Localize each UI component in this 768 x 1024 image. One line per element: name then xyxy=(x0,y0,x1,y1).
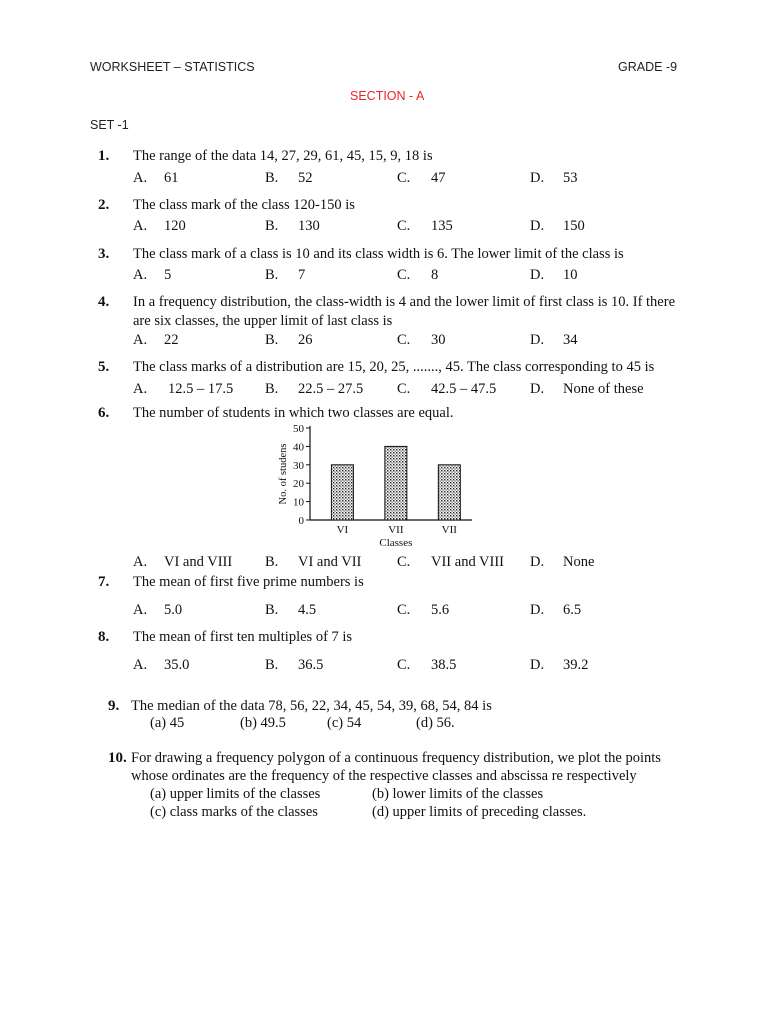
question-text-line-1: For drawing a frequency polygon of a continuous frequency distribution, we plot the points xyxy=(131,750,661,766)
option-c-letter: C. xyxy=(397,381,411,397)
option-c-letter: C. xyxy=(397,657,411,673)
bar xyxy=(438,465,460,520)
option-b-letter: B. xyxy=(265,602,279,618)
y-axis-label: No. of studens xyxy=(278,443,289,505)
option-c-value: 8 xyxy=(431,267,439,283)
option-a-letter: A. xyxy=(133,381,148,397)
option-b-value: 22.5 – 27.5 xyxy=(298,381,364,397)
question-text-line-2: whose ordinates are the frequency of the respective classes and abscissa re respectively xyxy=(131,768,637,784)
question-text-line-1: In a frequency distribution, the class-width is 4 and the lower limit of first class is 10. If there xyxy=(133,294,676,310)
x-axis-label: Classes xyxy=(379,537,413,549)
option-d-letter: D. xyxy=(530,267,545,283)
option-d-letter: D. xyxy=(530,218,545,234)
option-d-letter: D. xyxy=(530,381,545,397)
option-c-value: 135 xyxy=(431,218,453,234)
option-c-value: 38.5 xyxy=(431,657,457,673)
bar-chart xyxy=(270,422,480,552)
option-c-letter: C. xyxy=(397,554,411,570)
option-d-value: 34 xyxy=(563,332,578,348)
grade-label: GRADE -9 xyxy=(618,60,678,74)
option-c: (c) class marks of the classes xyxy=(150,804,318,820)
question-text-line-2: are six classes, the upper limit of last class is xyxy=(133,313,393,329)
option-b-letter: B. xyxy=(265,170,279,186)
option-a-letter: A. xyxy=(133,170,148,186)
option-b-value: VI and VII xyxy=(298,554,362,570)
option-c-letter: C. xyxy=(397,267,411,283)
option-a-value: VI and VIII xyxy=(164,554,233,570)
question-text: The class marks of a distribution are 15, 20, 25, ......., 45. The class corresponding to 45 is xyxy=(133,359,655,375)
option-b-value: 36.5 xyxy=(298,657,324,673)
x-tick-label: VII xyxy=(441,524,457,536)
option-d-value: 150 xyxy=(563,218,585,234)
option-d-letter: D. xyxy=(530,657,545,673)
option-d-value: 53 xyxy=(563,170,578,186)
y-tick-label: 50 xyxy=(293,423,304,435)
option-d-value: 6.5 xyxy=(563,602,582,618)
option-b-value: 130 xyxy=(298,218,320,234)
option-d-value: 39.2 xyxy=(563,657,589,673)
option-a-value: 5.0 xyxy=(164,602,183,618)
set-label: SET -1 xyxy=(90,118,129,132)
option-d-letter: D. xyxy=(530,602,545,618)
option-b-letter: B. xyxy=(265,332,279,348)
y-tick-label: 0 xyxy=(298,515,304,527)
y-tick-label: 20 xyxy=(293,478,304,491)
option-c-value: VII and VIII xyxy=(431,554,505,570)
option-b-value: 52 xyxy=(298,170,313,186)
y-tick-label: 10 xyxy=(293,496,304,509)
option-a-letter: A. xyxy=(133,602,148,618)
option-b-letter: B. xyxy=(265,218,279,234)
option-b-value: 7 xyxy=(298,267,306,283)
option-c-letter: C. xyxy=(397,602,411,618)
question-number: 7. xyxy=(98,574,110,590)
option-c-letter: C. xyxy=(397,332,411,348)
option-a-value: 120 xyxy=(164,218,186,234)
option-b-letter: B. xyxy=(265,657,279,673)
bar xyxy=(331,465,353,520)
option-b-letter: B. xyxy=(265,554,279,570)
option-b: (b) 49.5 xyxy=(240,715,286,731)
option-c-value: 5.6 xyxy=(431,602,450,618)
option-c-value: 30 xyxy=(431,332,446,348)
x-tick-label: VI xyxy=(336,524,349,536)
option-d-letter: D. xyxy=(530,170,545,186)
question-text: The mean of first five prime numbers is xyxy=(133,574,364,590)
question-number: 4. xyxy=(98,294,110,310)
bar-chart-svg xyxy=(270,422,480,552)
option-b-letter: B. xyxy=(265,381,279,397)
option-a-letter: A. xyxy=(133,332,148,348)
option-a-value: 12.5 – 17.5 xyxy=(168,381,234,397)
x-tick-label: VII xyxy=(388,524,404,536)
option-c-letter: C. xyxy=(397,170,411,186)
question-text: The class mark of a class is 10 and its class width is 6. The lower limit of the class is xyxy=(133,246,624,262)
question-number: 1. xyxy=(98,148,110,164)
option-a-letter: A. xyxy=(133,554,148,570)
option-a-value: 35.0 xyxy=(164,657,190,673)
option-b: (b) lower limits of the classes xyxy=(372,786,544,802)
question-text: The class mark of the class 120-150 is xyxy=(133,197,355,213)
option-d-letter: D. xyxy=(530,332,545,348)
question-text: The median of the data 78, 56, 22, 34, 45, 54, 39, 68, 54, 84 is xyxy=(131,698,492,714)
option-d-value: None xyxy=(563,554,595,570)
option-b-letter: B. xyxy=(265,267,279,283)
option-b-value: 26 xyxy=(298,332,313,348)
question-number: 3. xyxy=(98,246,110,262)
y-tick-label: 40 xyxy=(293,441,304,454)
option-a-value: 22 xyxy=(164,332,179,348)
section-heading: SECTION - A xyxy=(350,89,425,103)
option-c-letter: C. xyxy=(397,218,411,234)
option-d-value: 10 xyxy=(563,267,578,283)
question-number: 6. xyxy=(98,405,110,421)
option-a-value: 61 xyxy=(164,170,179,186)
option-d: (d) upper limits of preceding classes. xyxy=(372,804,587,820)
option-d-value: None of these xyxy=(563,381,644,397)
option-a-letter: A. xyxy=(133,218,148,234)
question-text: The number of students in which two classes are equal. xyxy=(133,405,454,421)
option-c: (c) 54 xyxy=(327,715,362,731)
option-d: (d) 56. xyxy=(416,715,455,731)
option-d-letter: D. xyxy=(530,554,545,570)
question-number: 2. xyxy=(98,197,110,213)
option-a-letter: A. xyxy=(133,267,148,283)
worksheet-title: WORKSHEET – STATISTICS xyxy=(90,60,255,74)
option-a: (a) 45 xyxy=(150,715,185,731)
question-text: The range of the data 14, 27, 29, 61, 45, 15, 9, 18 is xyxy=(133,148,433,164)
question-number: 5. xyxy=(98,359,110,375)
bar xyxy=(385,446,407,520)
option-c-value: 47 xyxy=(431,170,446,186)
y-tick-label: 30 xyxy=(293,459,304,472)
option-b-value: 4.5 xyxy=(298,602,317,618)
option-a-letter: A. xyxy=(133,657,148,673)
question-number: 9. xyxy=(108,698,120,714)
question-number: 8. xyxy=(98,629,110,645)
option-a-value: 5 xyxy=(164,267,172,283)
question-number: 10. xyxy=(108,750,127,766)
question-text: The mean of first ten multiples of 7 is xyxy=(133,629,353,645)
option-c-value: 42.5 – 47.5 xyxy=(431,381,497,397)
option-a: (a) upper limits of the classes xyxy=(150,786,321,802)
